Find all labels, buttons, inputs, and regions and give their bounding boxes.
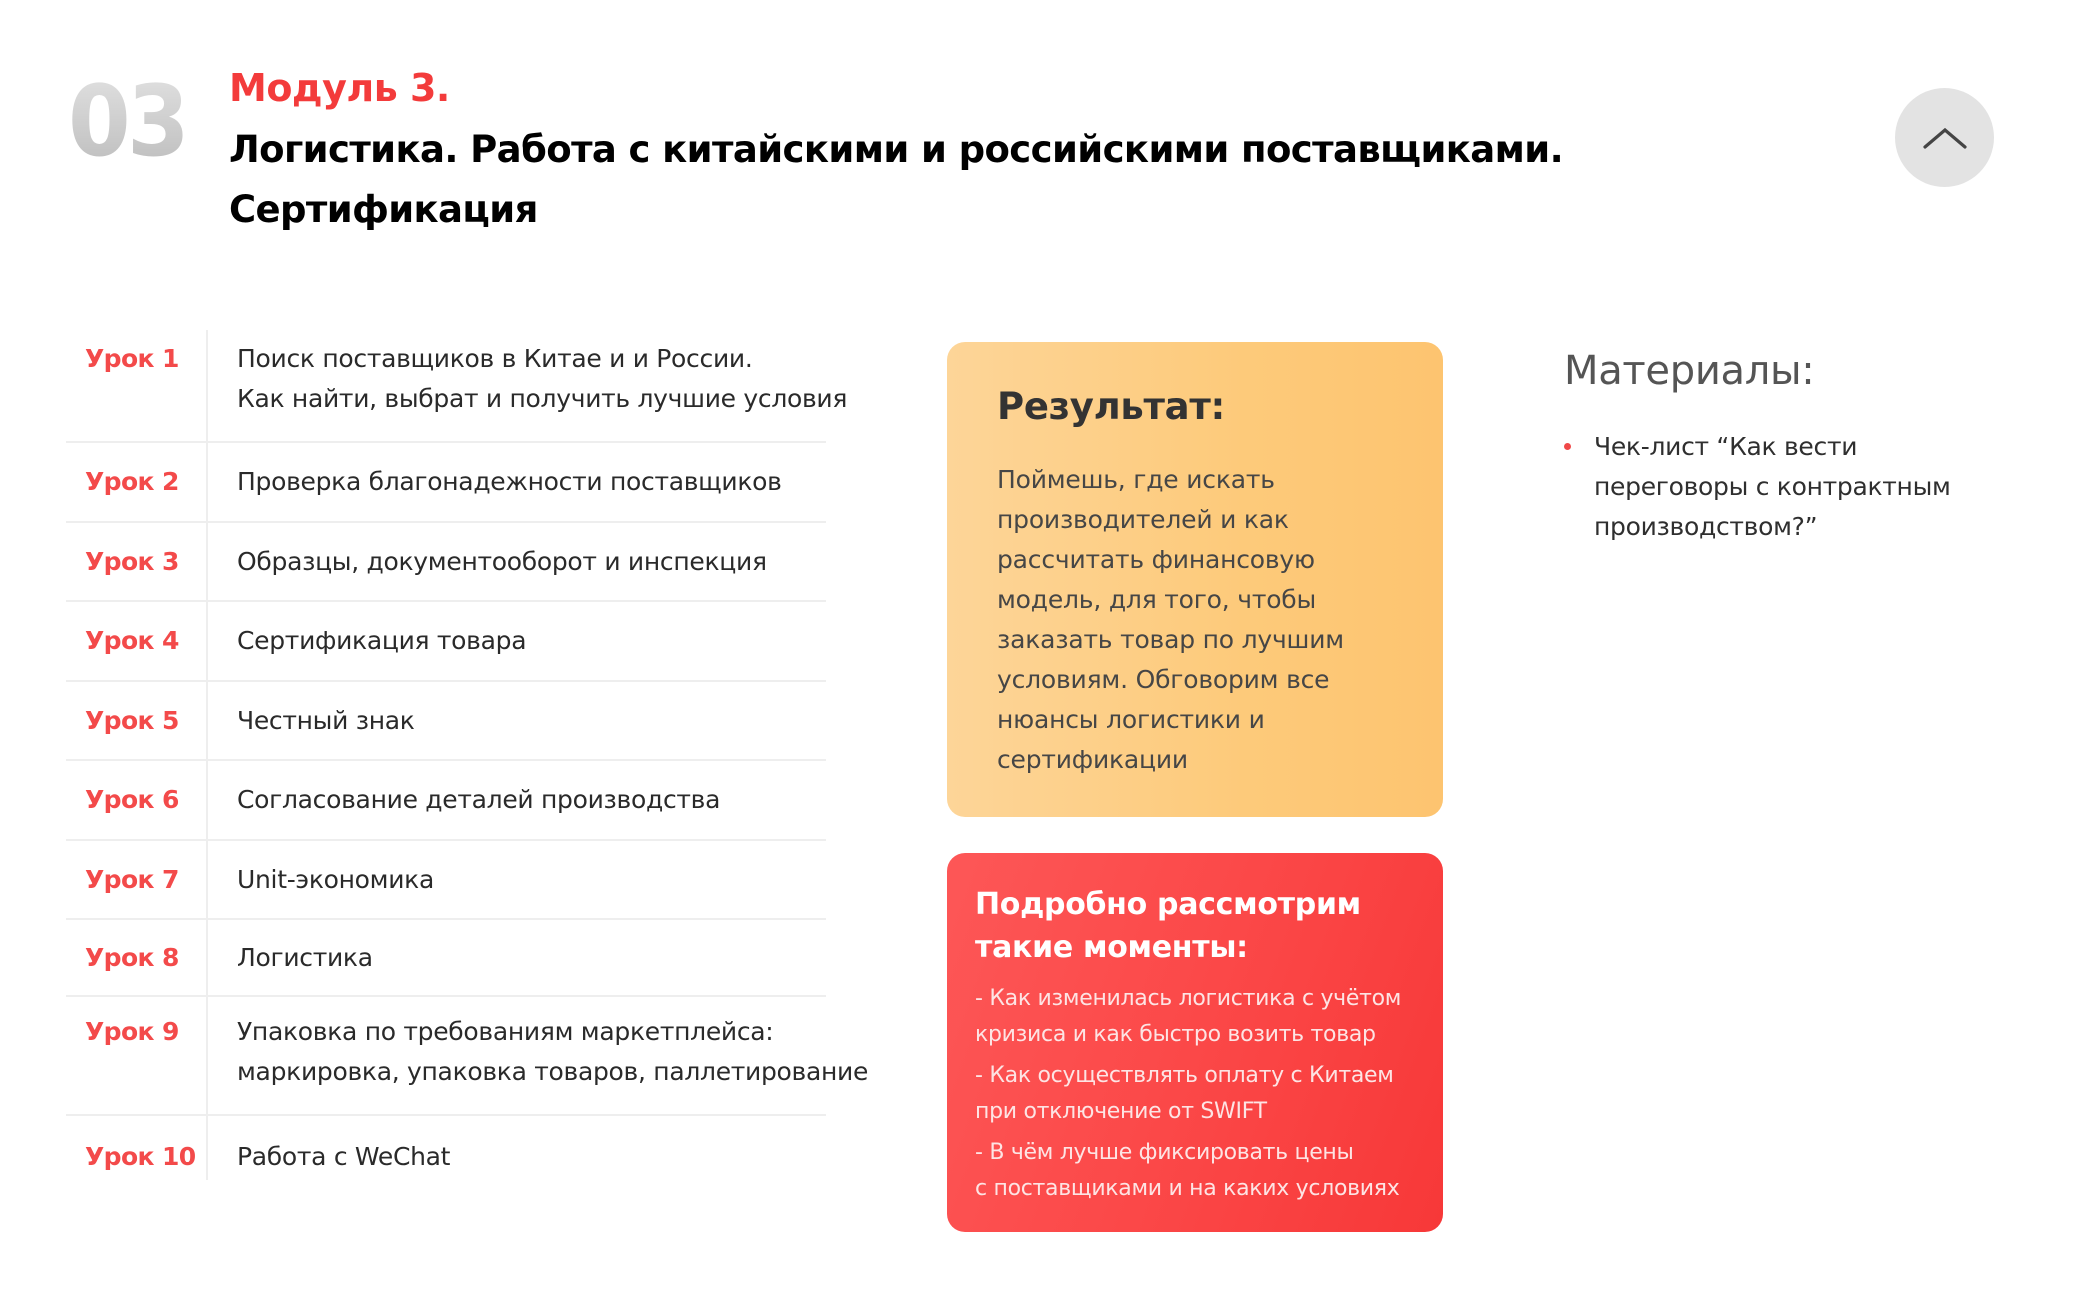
materials-item-text (1594, 427, 2024, 547)
details-item (975, 981, 1423, 1053)
details-item-line: - В чём лучше фиксировать цены (975, 1140, 1354, 1165)
lesson-label: Урок 4 (85, 626, 179, 655)
details-item-line: при отключение от SWIFT (975, 1099, 1267, 1124)
details-title (975, 883, 1423, 969)
lesson-row[interactable] (66, 1116, 826, 1196)
lesson-row[interactable] (66, 330, 848, 443)
materials-item-line: производством?” (1594, 512, 1818, 541)
result-body-line: рассчитать финансовую (997, 545, 1315, 574)
module-title-line: Сертификация (229, 188, 538, 231)
lesson-title-line: Сертификация товара (237, 626, 527, 655)
collapse-module-button[interactable] (1895, 88, 1994, 187)
details-item (975, 1058, 1423, 1130)
lessons-list (66, 330, 869, 1196)
lesson-row[interactable] (66, 682, 826, 761)
lesson-title-line: Unit-экономика (237, 865, 434, 894)
details-list (975, 981, 1423, 1207)
result-body-line: заказать товар по лучшим (997, 625, 1344, 654)
module-label: Модуль 3. (229, 66, 450, 110)
lesson-title-line: Согласование деталей производства (237, 785, 721, 814)
lesson-row[interactable] (66, 761, 826, 841)
result-card (947, 342, 1443, 817)
module-number: 03 (68, 62, 186, 182)
details-item (975, 1135, 1423, 1207)
result-body-line: условиям. Обговорим все (997, 665, 1330, 694)
details-item-line: - Как изменилась логистика с учётом (975, 986, 1402, 1011)
materials-item[interactable] (1564, 427, 2024, 547)
materials-item-line: Чек-лист “Как вести (1594, 432, 1858, 461)
lesson-title-line: Поиск поставщиков в Китае и и России. (237, 344, 753, 373)
lesson-title-line: Как найти, выбрат и получить лучшие условия (237, 384, 848, 413)
lesson-label: Урок 1 (85, 344, 179, 373)
details-title-line: такие моменты: (975, 930, 1248, 965)
details-item-line: кризиса и как быстро возить товар (975, 1022, 1376, 1047)
result-body-line: нюансы логистики и (997, 705, 1265, 734)
chevron-up-icon (1922, 126, 1968, 150)
lesson-row[interactable] (66, 920, 826, 997)
lesson-label: Урок 5 (85, 706, 179, 735)
lesson-row[interactable] (66, 997, 869, 1116)
lesson-title-line: Проверка благонадежности поставщиков (237, 467, 782, 496)
lesson-row[interactable] (66, 443, 826, 523)
lesson-title-line: маркировка, упаковка товаров, паллетирование (237, 1057, 869, 1086)
result-body (997, 460, 1413, 780)
details-card (947, 853, 1443, 1232)
result-body-line: Поймешь, где искать (997, 465, 1275, 494)
materials-list (1564, 427, 2024, 547)
bullet-dot-icon (1564, 443, 1571, 450)
result-body-line: модель, для того, чтобы (997, 585, 1317, 614)
lesson-row[interactable] (66, 523, 826, 602)
result-body-line: сертификации (997, 745, 1188, 774)
details-item-line: - Как осуществлять оплату с Китаем (975, 1063, 1394, 1088)
lesson-title-line: Честный знак (237, 706, 415, 735)
module-title (229, 120, 1629, 240)
lesson-label: Урок 8 (85, 943, 179, 972)
details-item-line: с поставщиками и на каких условиях (975, 1176, 1400, 1201)
lesson-label: Урок 3 (85, 547, 179, 576)
lesson-label: Урок 2 (85, 467, 179, 496)
details-title-line: Подробно рассмотрим (975, 887, 1361, 922)
module-title-line: Логистика. Работа с китайскими и российскими поставщиками. (229, 128, 1564, 171)
result-title: Результат: (997, 385, 1225, 428)
lesson-label: Урок 7 (85, 865, 179, 894)
lesson-label: Урок 6 (85, 785, 179, 814)
materials-section (1564, 345, 2024, 547)
lesson-title-line: Логистика (237, 943, 373, 972)
lesson-title-line: Работа с WeChat (237, 1142, 451, 1171)
lesson-label: Урок 9 (85, 1017, 179, 1046)
lesson-row[interactable] (66, 602, 826, 682)
materials-item-line: переговоры с контрактным (1594, 472, 1951, 501)
lesson-title-line: Упаковка по требованиям маркетплейса: (237, 1017, 774, 1046)
materials-title: Материалы: (1564, 348, 1815, 394)
lesson-row[interactable] (66, 841, 826, 920)
lesson-title-line: Образцы, документооборот и инспекция (237, 547, 767, 576)
result-body-line: производителей и как (997, 505, 1289, 534)
lesson-label: Урок 10 (85, 1142, 196, 1171)
